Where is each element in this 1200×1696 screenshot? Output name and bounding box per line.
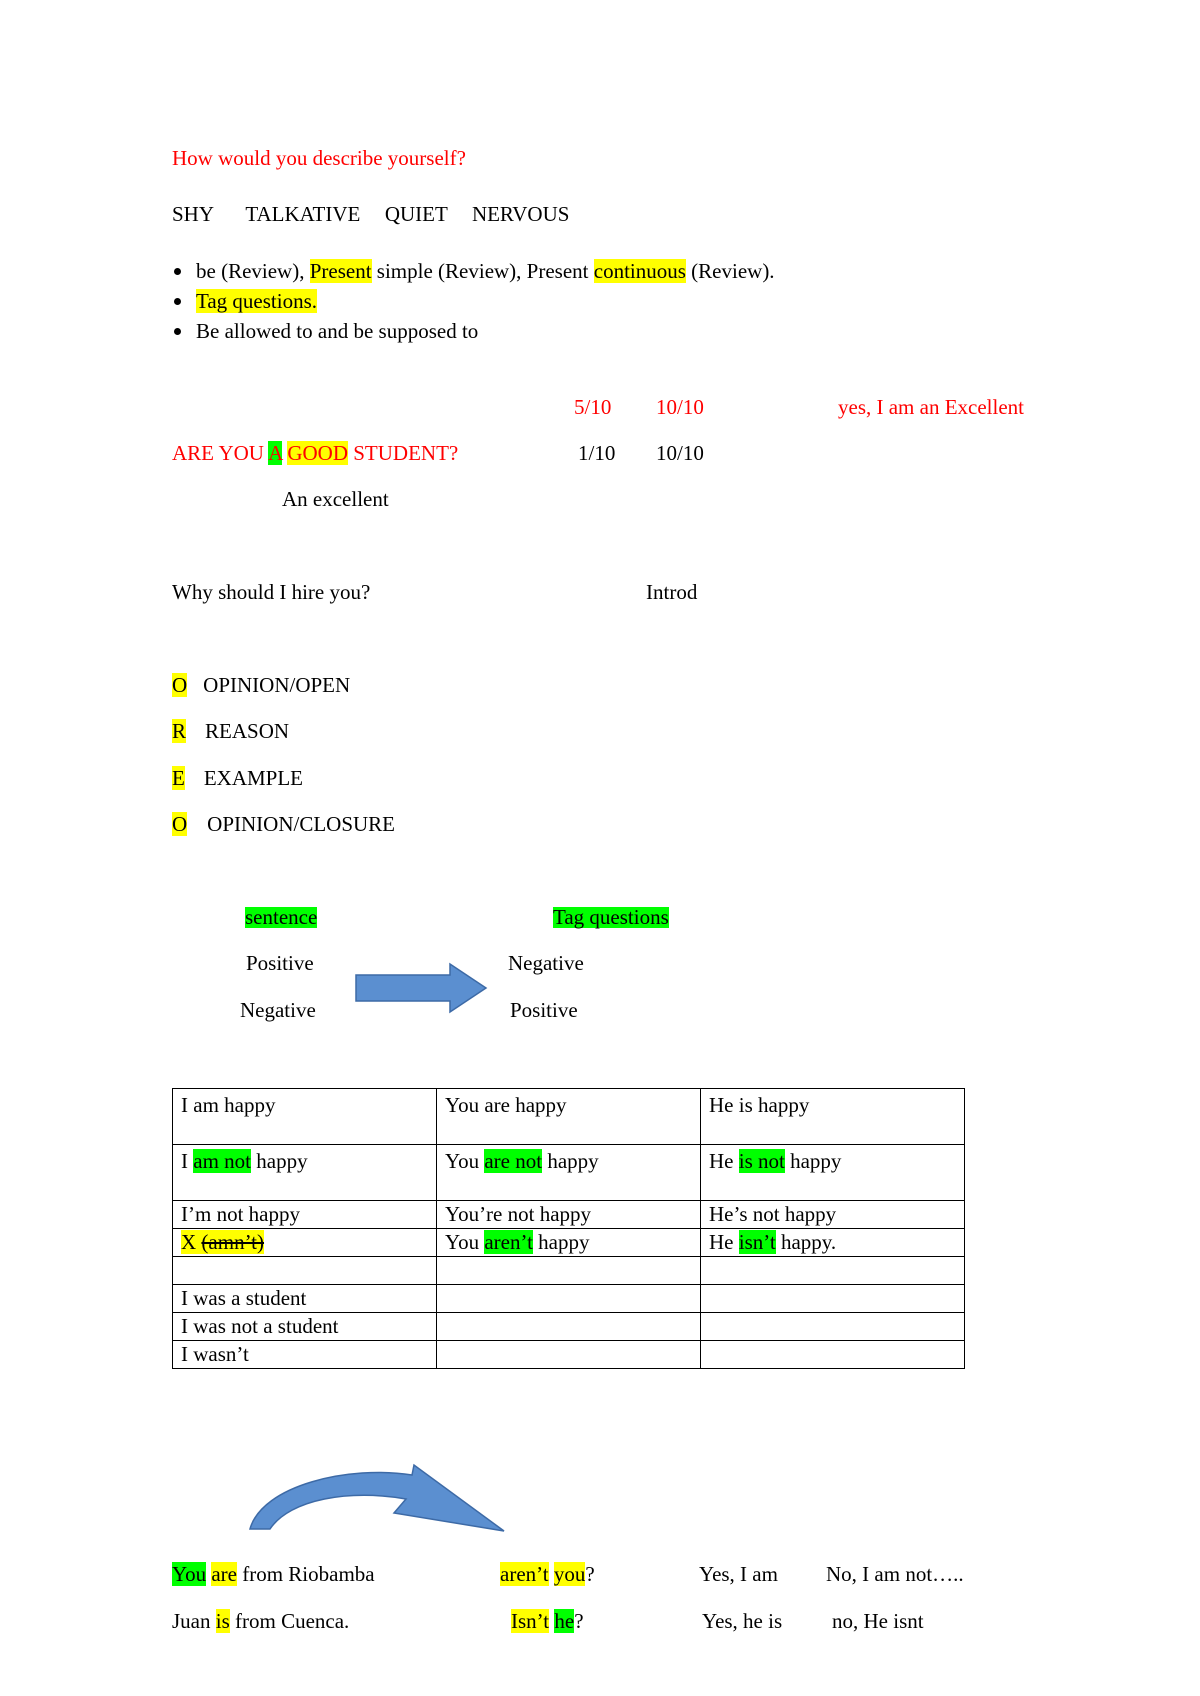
table-cell [701,1257,965,1285]
adjective-quiet: QUIET [384,202,448,226]
right-arrow-icon [350,960,490,1020]
adjective-talkative: TALKATIVE [245,202,361,226]
table-row [173,1089,965,1145]
oreo-item-opinion-open: O OPINION/OPEN [172,673,351,697]
score-note: yes, I am an Excellent [838,395,1025,419]
table-cell: He’s not happy [701,1201,965,1229]
curved-arrow-icon [240,1455,510,1537]
bullet-review: be (Review), Present simple (Review), Present continuous (Review). [196,256,775,286]
table-cell [437,1257,701,1285]
table-cell [437,1285,701,1313]
adjective-list [172,204,569,225]
example-sentence-2: Juan is from Cuenca. [172,1609,350,1633]
table-row [173,1285,965,1313]
grammar-table [172,1088,965,1369]
an-excellent-text: An excellent [282,487,389,511]
table-row [173,1229,965,1257]
sentence-header: sentence [245,905,318,929]
hire-question: Why should I hire you? [172,580,371,604]
example-answer-yes-2: Yes, he is [702,1609,783,1633]
table-cell: I wasn’t [173,1341,437,1369]
table-row [173,1313,965,1341]
table-cell: I was a student [173,1285,437,1313]
table-row [173,1257,965,1285]
table-cell [701,1341,965,1369]
sentence-negative: Negative [240,998,316,1022]
table-row [173,1145,965,1201]
introd-text: Introd [646,580,698,604]
oreo-item-opinion-closure: O OPINION/CLOSURE [172,812,396,836]
oreo-item-reason: R REASON [172,719,290,743]
table-cell [701,1285,965,1313]
score-10-10: 10/10 [656,441,704,465]
table-cell [701,1313,965,1341]
adjective-shy: SHY [172,202,214,226]
sentence-positive: Positive [246,951,314,975]
table-cell: He is happy [701,1089,965,1145]
highlight-present: Present [309,259,372,283]
table-cell: X (amn’t) [173,1229,437,1257]
table-cell [437,1313,701,1341]
example-answer-yes-1: Yes, I am [699,1562,778,1586]
table-cell: I was not a student [173,1313,437,1341]
table-cell [173,1257,437,1285]
example-answer-no-2: no, He isnt [832,1609,924,1633]
highlight-continuous: continuous [593,259,686,283]
tag-negative: Negative [508,951,584,975]
table-cell: I’m not happy [173,1201,437,1229]
good-student-question: ARE YOU A GOOD STUDENT? [172,441,459,465]
table-cell: I am happy [173,1089,437,1145]
topic-bullet-list [196,256,775,346]
score-10-10-red: 10/10 [656,395,704,419]
table-cell: You are happy [437,1089,701,1145]
tag-positive: Positive [510,998,578,1022]
example-answer-no-1: No, I am not….. [826,1562,964,1586]
question-heading: How would you describe yourself? [172,146,466,170]
table-cell: He is not happy [701,1145,965,1201]
table-cell: He isn’t happy. [701,1229,965,1257]
score-1-10: 1/10 [578,441,616,465]
tag-questions-header: Tag questions [553,905,669,929]
table-cell [437,1341,701,1369]
example-sentence-1: You are from Riobamba [172,1562,375,1586]
table-row [173,1201,965,1229]
example-tag-1: aren’t you? [500,1562,595,1586]
example-tag-2: Isn’t he? [511,1609,584,1633]
table-cell: You aren’t happy [437,1229,701,1257]
table-cell: I am not happy [173,1145,437,1201]
adjective-nervous: NERVOUS [471,202,570,226]
bullet-tag-questions: Tag questions. [196,286,775,316]
bullet-allowed-supposed: Be allowed to and be supposed to [196,316,775,346]
table-cell: You’re not happy [437,1201,701,1229]
oreo-item-example: E EXAMPLE [172,766,303,790]
score-5-10: 5/10 [574,395,612,419]
table-row [173,1341,965,1369]
table-cell: You are not happy [437,1145,701,1201]
